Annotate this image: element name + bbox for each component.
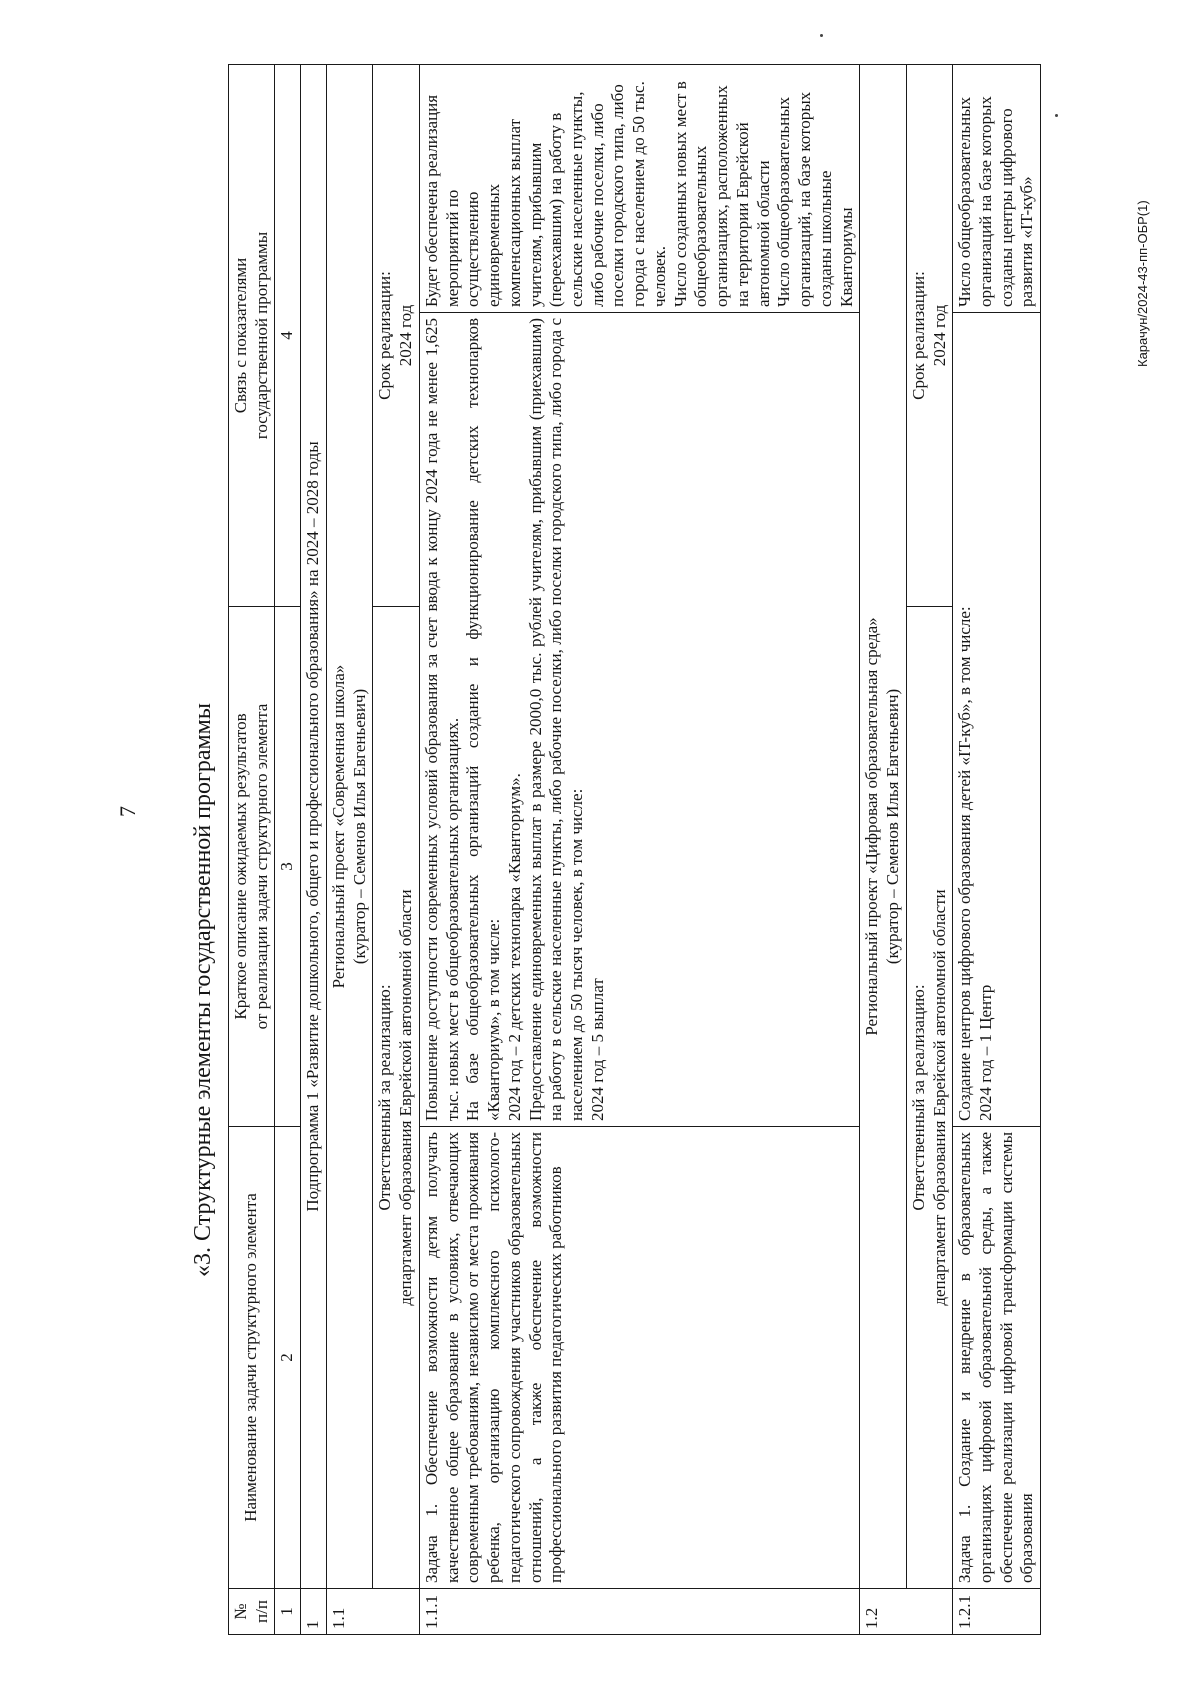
project-curator: (куратор – Семенов Илья Евгеньевич) [349, 688, 369, 965]
project-responsible: Ответственный за реализацию: департамент образования Еврейской автономной области [373, 607, 419, 1589]
scan-speck [820, 34, 823, 37]
subprogram-row [301, 65, 327, 1635]
page-title: «3. Структурные элементы государственной программы [190, 703, 216, 1277]
task-name: Задача 1. Обеспечение возможности детям получать качественное общее образование в условиях, отвечающих современным требованиям, независимо от места проживания ребенка, организацию комплексного психолого-педагогического сопровождения участников образовательных отношений, а также обеспечение возможности профессионального развития педагогических работников [419, 1127, 859, 1589]
header-row [229, 65, 275, 1635]
colnum-2: 2 [275, 1127, 301, 1589]
subprogram-title: Подпрограмма 1 «Развитие дошкольного, общего и профессионального образования» на 2024 – 2028 годы [301, 65, 327, 1589]
task-results: Создание центров цифрового образования детей «IT-куб», в том числе: 2024 год – 1 Центр [953, 313, 1041, 1127]
page-number: 7 [115, 806, 140, 817]
task-row [953, 65, 1041, 1635]
project-title-cell [326, 65, 372, 1589]
task-row [419, 65, 859, 1635]
project-row [326, 65, 372, 1635]
column-numbers-row [275, 65, 301, 1635]
header-results: Краткое описание ожидаемых результатов от реализации задачи структурного элемента [229, 607, 275, 1127]
project-num: 1.1 [326, 1589, 419, 1635]
task-num: 1.1.1 [419, 1589, 859, 1635]
header-name: Наименование задачи структурного элемента [229, 1127, 275, 1589]
project-responsible: Ответственный за реализацию: департамент образования Еврейской автономной области [906, 607, 952, 1589]
structural-elements-table [228, 64, 1041, 1635]
project-name: Региональный проект «Современная школа» [328, 664, 348, 989]
document-stamp: Карачун/2024-43-пп-ОБР(1) [1135, 200, 1150, 367]
project-row [860, 65, 906, 1635]
project-name: Региональный проект «Цифровая образовательная среда» [862, 617, 882, 1036]
task-link: Будет обеспечена реализация мероприятий по осуществлению единовременных компенсационных выплат учителям, прибывшим (переехавшим) на работу в сельские населенные пункты, либо рабочие поселки, либо поселки городского типа, либо города с населением до 50 тыс. человек. Число созданных новых мест в общеобразовательных организациях, расположенных на территории Еврейской автономной области Число общеобразовательных организаций, на базе которых созданы школьные Кванториумы [419, 65, 859, 313]
project-num: 1.2 [860, 1589, 953, 1635]
colnum-3: 3 [275, 607, 301, 1127]
task-link: Число общеобразовательных организаций на базе которых созданы центры цифрового развития «IT-куб» [953, 65, 1041, 313]
subprogram-num: 1 [301, 1589, 327, 1635]
project-title-cell [860, 65, 906, 1589]
project-term: Срок реализации: 2024 год [906, 65, 952, 607]
project-term: Срок реализации: 2024 год [373, 65, 419, 607]
colnum-4: 4 [275, 65, 301, 607]
scan-speck [1055, 114, 1058, 117]
colnum-1: 1 [275, 1589, 301, 1635]
project-curator: (куратор – Семенов Илья Евгеньевич) [883, 688, 903, 965]
header-link: Связь с показателями государственной программы [229, 65, 275, 607]
project-responsible-row [373, 65, 419, 1635]
header-num: № п/п [229, 1589, 275, 1635]
task-num: 1.2.1 [953, 1589, 1041, 1635]
project-responsible-row [906, 65, 952, 1635]
task-results: Повышение доступности современных условий образования за счет ввода к концу 2024 года не менее 1,625 тыс. новых мест в общеобразовательных организациях. На базе общеобразовательных организаций создание и функционирование детских технопарков «Кванториум», в том числе: 2024 год – 2 детских технопарка «Кванториум». Предоставление единовременных выплат в размере 2000,0 тыс. рублей учителям, прибывшим (приехавшим) на работу в сельские населенные пункты, либо рабочие поселки, либо поселки городского типа, либо города с населением до 50 тысяч человек, в том числе: 2024 год – 5 выплат [419, 313, 859, 1127]
task-name: Задача 1. Создание и внедрение в образовательных организациях цифровой образовательной среды, а также обеспечение реализации цифровой трансформации системы образования [953, 1127, 1041, 1589]
